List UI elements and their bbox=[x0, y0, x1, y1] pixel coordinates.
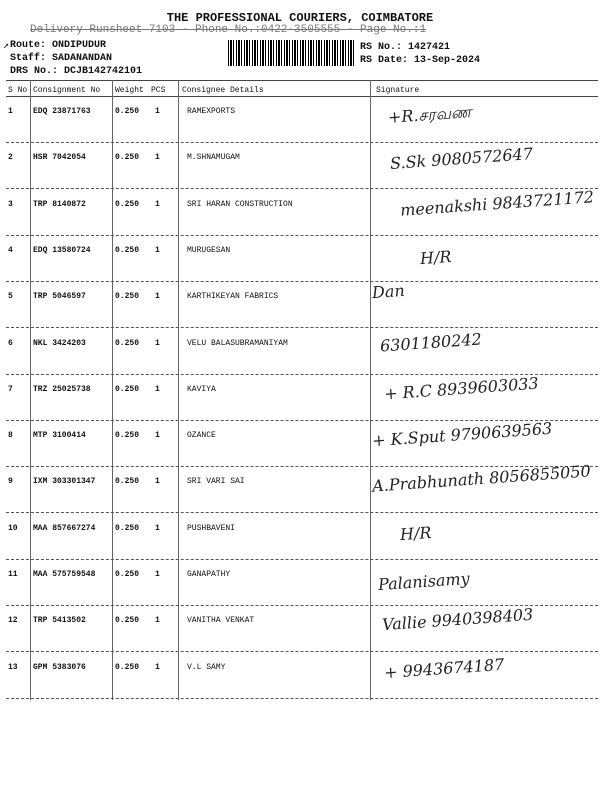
route-arrow-icon: ↗ bbox=[3, 41, 10, 52]
row-weight: 0.250 bbox=[115, 662, 140, 672]
row-pcs: 1 bbox=[155, 384, 160, 394]
row-consignee: VELU BALASUBRAMANIYAM bbox=[187, 338, 288, 348]
row-sno: 3 bbox=[8, 199, 13, 209]
row-pcs: 1 bbox=[155, 431, 160, 441]
row-weight: 0.250 bbox=[115, 384, 140, 394]
col-header-consignment: Consignment No bbox=[33, 86, 101, 95]
row-signature: Palanisamy bbox=[377, 568, 471, 595]
row-weight: 0.250 bbox=[115, 338, 140, 348]
row-consignment-no: TRZ 25025738 bbox=[33, 384, 91, 394]
rs-no-value: 1427421 bbox=[408, 42, 451, 53]
row-weight: 0.250 bbox=[115, 245, 140, 255]
row-consignee: SRI HARAN CONSTRUCTION bbox=[187, 199, 293, 209]
row-consignment-no: GPM 5383076 bbox=[33, 662, 86, 672]
table-row bbox=[0, 97, 600, 143]
rs-date-line bbox=[360, 55, 480, 66]
row-weight: 0.250 bbox=[115, 477, 140, 487]
row-pcs: 1 bbox=[155, 199, 160, 209]
row-weight: 0.250 bbox=[115, 523, 140, 533]
row-weight: 0.250 bbox=[115, 616, 140, 626]
row-sno: 7 bbox=[8, 384, 13, 394]
drs-label: DRS No.: bbox=[10, 66, 59, 77]
drs-line bbox=[10, 66, 142, 77]
row-weight: 0.250 bbox=[115, 153, 140, 163]
row-sno: 12 bbox=[8, 616, 18, 626]
row-pcs: 1 bbox=[155, 662, 160, 672]
barcode bbox=[228, 40, 354, 66]
row-consignee: MURUGESAN bbox=[187, 245, 231, 255]
table-top-rule bbox=[6, 80, 598, 81]
row-weight: 0.250 bbox=[115, 292, 140, 302]
row-signature: +R.சரவண bbox=[387, 102, 472, 127]
row-weight: 0.250 bbox=[115, 199, 140, 209]
row-consignment-no: EDQ 23871763 bbox=[33, 107, 91, 116]
row-sno: 8 bbox=[8, 431, 13, 441]
row-signature: + R.C 8939603033 bbox=[383, 373, 540, 404]
col-header-pcs: PCS bbox=[151, 86, 166, 95]
row-pcs: 1 bbox=[155, 153, 160, 163]
row-pcs: 1 bbox=[155, 338, 160, 348]
row-sno: 2 bbox=[8, 153, 13, 163]
row-consignment-no: TRP 5413502 bbox=[33, 616, 86, 626]
row-sno: 5 bbox=[8, 292, 13, 302]
row-pcs: 1 bbox=[155, 570, 160, 579]
row-consignment-no: TRP 8140872 bbox=[33, 199, 86, 209]
row-consignment-no: HSR 7042054 bbox=[33, 153, 86, 163]
row-sno: 10 bbox=[8, 523, 18, 533]
row-consignment-no: MAA 575759548 bbox=[33, 570, 96, 579]
row-consignee: KAVIYA bbox=[187, 384, 216, 394]
row-sno: 9 bbox=[8, 477, 13, 487]
route-label: Route: bbox=[10, 40, 47, 51]
staff-line bbox=[10, 53, 112, 64]
row-sno: 13 bbox=[8, 662, 18, 672]
row-consignment-no: MTP 3100414 bbox=[33, 431, 86, 441]
col-header-sno: S No bbox=[8, 86, 28, 95]
row-weight: 0.250 bbox=[115, 570, 140, 579]
table-row bbox=[0, 282, 600, 328]
drs-value: DCJB142742101 bbox=[64, 66, 143, 77]
row-signature: H/R bbox=[419, 246, 453, 268]
row-signature: meenakshi 9843721172 bbox=[399, 186, 595, 220]
table-row bbox=[0, 186, 600, 236]
row-divider bbox=[6, 698, 598, 699]
table-row bbox=[0, 143, 600, 189]
row-sno: 6 bbox=[8, 338, 13, 348]
row-sno: 1 bbox=[8, 107, 13, 116]
row-consignee: KARTHIKEYAN FABRICS bbox=[187, 292, 279, 302]
company-title: THE PROFESSIONAL COURIERS, COIMBATORE bbox=[166, 11, 434, 25]
staff-value: SADANANDAN bbox=[52, 53, 113, 64]
row-consignee: GANAPATHY bbox=[187, 570, 231, 579]
row-signature: H/R bbox=[399, 522, 433, 544]
row-consignment-no: EDQ 13580724 bbox=[33, 245, 91, 255]
row-consignee: VANITHA VENKAT bbox=[187, 616, 255, 626]
row-pcs: 1 bbox=[155, 107, 160, 116]
row-consignment-no: TRP 5046597 bbox=[33, 292, 86, 302]
route-value: ONDIPUDUR bbox=[52, 40, 107, 51]
row-pcs: 1 bbox=[155, 292, 160, 302]
row-consignee: OZANCE bbox=[187, 431, 216, 441]
row-pcs: 1 bbox=[155, 245, 160, 255]
row-signature: + K.Sput 9790639563 bbox=[371, 418, 553, 451]
runsheet-subline: Delivery Runsheet 7103 - Phone No.:0422-3505555 - Page No.:1 bbox=[30, 24, 427, 36]
table-row bbox=[0, 606, 600, 652]
row-consignee: PUSHBAVENI bbox=[187, 523, 236, 533]
row-consignee: M.SHNAMUGAM bbox=[187, 153, 240, 163]
table-row bbox=[0, 560, 600, 606]
row-weight: 0.250 bbox=[115, 107, 140, 116]
row-consignment-no: NKL 3424203 bbox=[33, 338, 86, 348]
table-row bbox=[0, 653, 600, 699]
row-consignee: SRI VARI SAI bbox=[187, 477, 245, 487]
rs-date-value: 13-Sep-2024 bbox=[414, 55, 481, 66]
table-row bbox=[0, 418, 600, 467]
row-pcs: 1 bbox=[155, 523, 160, 533]
row-signature: S.Sk 9080572647 bbox=[389, 144, 534, 174]
row-pcs: 1 bbox=[155, 616, 160, 626]
table-row bbox=[0, 514, 600, 560]
table-row bbox=[0, 461, 600, 513]
row-pcs: 1 bbox=[155, 477, 160, 487]
table-row bbox=[0, 329, 600, 375]
row-sno: 11 bbox=[8, 570, 18, 579]
rs-no-line bbox=[360, 42, 450, 53]
row-consignment-no: IXM 303301347 bbox=[33, 477, 96, 487]
table-row bbox=[0, 375, 600, 421]
row-signature: Dan bbox=[371, 281, 406, 303]
rs-date-label: RS Date: bbox=[360, 55, 409, 66]
staff-label: Staff: bbox=[10, 53, 47, 64]
row-consignee: V.L SAMY bbox=[187, 662, 226, 672]
col-header-signature: Signature bbox=[376, 86, 420, 95]
row-weight: 0.250 bbox=[115, 431, 140, 441]
row-signature: 6301180242 bbox=[379, 328, 483, 356]
rs-no-label: RS No.: bbox=[360, 42, 403, 53]
row-signature: Vallie 9940398403 bbox=[381, 605, 534, 635]
table-row bbox=[0, 236, 600, 282]
col-header-consignee: Consignee Details bbox=[182, 86, 264, 95]
row-signature: + 9943674187 bbox=[383, 654, 505, 682]
row-signature: A.Prabhunath 8056855050 bbox=[371, 461, 592, 497]
row-sno: 4 bbox=[8, 245, 13, 255]
row-consignment-no: MAA 857667274 bbox=[33, 523, 96, 533]
route-line bbox=[10, 40, 106, 51]
col-header-weight: Weight bbox=[115, 86, 144, 95]
row-consignee: RAMEXPORTS bbox=[187, 107, 236, 116]
